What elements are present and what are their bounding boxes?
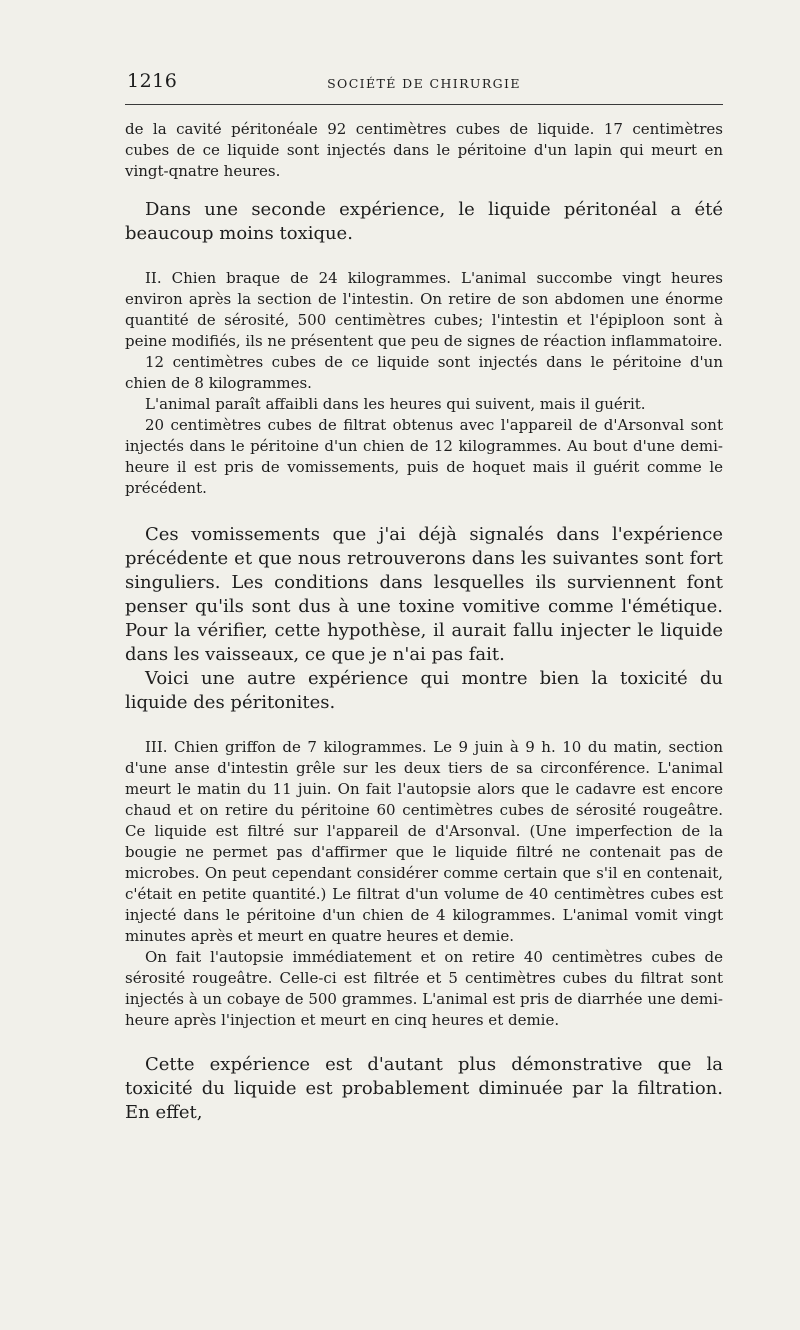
paragraph-experiment-ii: II. Chien braque de 24 kilogrammes. L'animal succombe vingt heures environ après la section de l'intestin. On retire de son abdomen une énorme quantité de sérosité, 500 centimètres cubes; l'intestin et l'épiploon sont à peine modifiés, ils ne présentent que peu de signes de réaction inflammatoire. [125, 269, 723, 350]
paragraph-second-experiment-intro: Dans une seconde expérience, le liquide péritonéal a été beaucoup moins toxique. [125, 199, 723, 244]
paragraph-continuation: de la cavité péritonéale 92 centimètres cubes de liquide. 17 centimètres cubes de ce liquide sont injectés dans le péritoine d'un lapin qui meurt en vingt-qnatre heures. [125, 120, 723, 180]
paragraph-conclusion: Cette expérience est d'autant plus démonstrative que la toxicité du liquide est probablement diminuée par la filtration. En effet, [125, 1054, 723, 1123]
paragraph-autre-experience: Voici une autre expérience qui montre bien la toxicité du liquide des péritonites. [125, 668, 723, 713]
page-header [125, 66, 723, 98]
paragraph-experiment-iii: III. Chien griffon de 7 kilogrammes. Le 9 juin à 9 h. 10 du matin, section d'une anse d'intestin grêle sur les deux tiers de sa circonférence. L'animal meurt le matin du 11 juin. On fait l'autopsie alors que le cadavre est encore chaud et on retire du péritoine 60 centimètres cubes de sérosité rougeâtre. Ce liquide est filtré sur l'appareil de d'Arsonval. (Une imperfection de la bougie ne permet pas d'affirmer que le liquide filtré ne contenait pas de microbes. On peut cependant considérer comme certain que s'il en contenait, c'était en petite quantité.) Le filtrat d'un volume de 40 centimètres cubes est injecté dans le péritoine d'un chien de 4 kilogrammes. L'animal vomit vingt minutes après et meurt en quatre heures et demie. [125, 738, 723, 945]
paragraph-autopsie: On fait l'autopsie immédiatement et on retire 40 centimètres cubes de sérosité rougeâtre. Celle-ci est filtrée et 5 centimètres cubes du filtrat sont injectés à un cobaye de 500 grammes. L'animal est pris de diarrhée une demi-heure après l'injection et meurt en cinq heures et demie. [125, 948, 723, 1029]
page-number: 1216 [127, 70, 178, 92]
paragraph-filtrat-20cc: 20 centimètres cubes de filtrat obtenus avec l'appareil de d'Arsonval sont injectés dans le péritoine d'un chien de 12 kilogrammes. Au bout d'une demi-heure il est pris de vomissements, puis de hoquet mais il guérit comme le précédent. [125, 416, 723, 497]
header-rule [125, 104, 723, 105]
page [125, 66, 723, 1125]
paragraph-injection-12cc: 12 centimètres cubes de ce liquide sont injectés dans le péritoine d'un chien de 8 kilogrammes. [125, 353, 723, 392]
paragraph-animal-recovers: L'animal paraît affaibli dans les heures qui suivent, mais il guérit. [145, 395, 646, 413]
running-title: SOCIÉTÉ DE CHIRURGIE [327, 76, 521, 91]
paragraph-vomissements: Ces vomissements que j'ai déjà signalés dans l'expérience précédente et que nous retrouverons dans les suivantes sont fort singuliers. Les conditions dans lesquelles ils surviennent font penser qu'ils sont dus à une toxine vomitive comme l'émétique. Pour la vérifier, cette hypothèse, il aurait fallu injecter le liquide dans les vaisseaux, ce que je n'ai pas fait. [125, 524, 723, 665]
